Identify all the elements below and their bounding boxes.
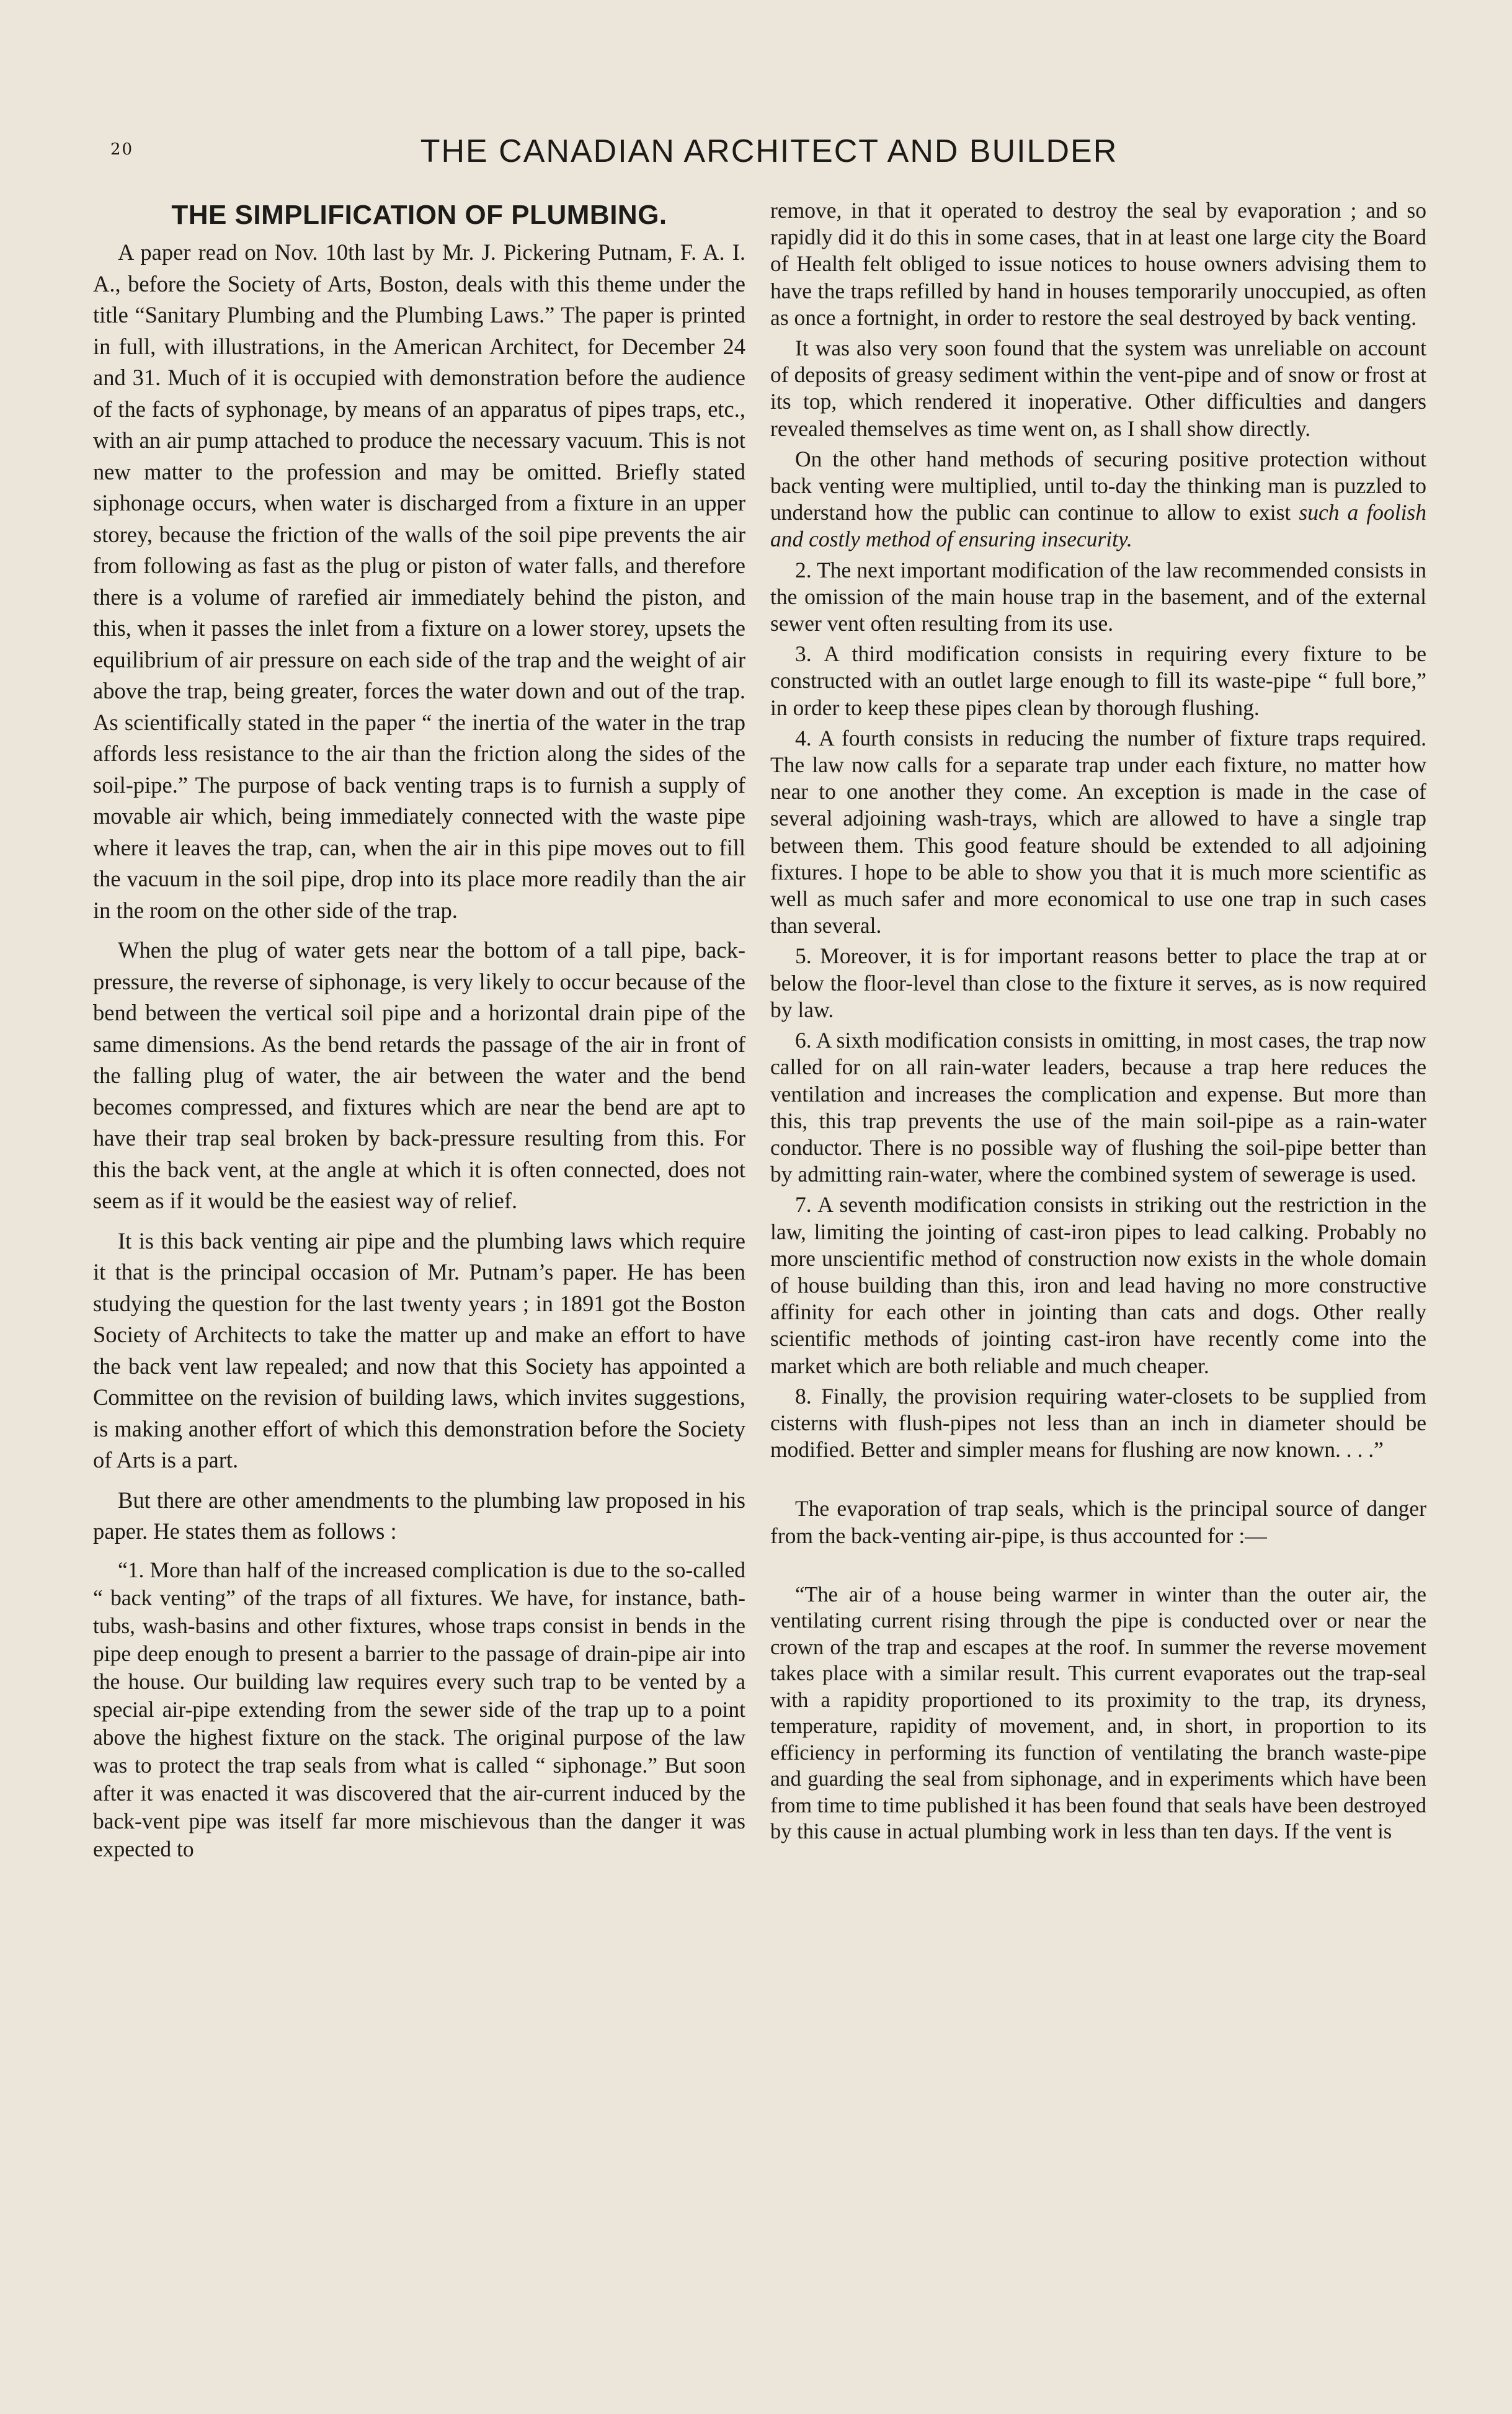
article-title: THE SIMPLIFICATION OF PLUMBING. (171, 200, 667, 230)
quoted-paragraph: 5. Moreover, it is for important reasons better to place the trap at or below the floor-level than close to the fixture it serves, as is now required by law. (770, 943, 1426, 1022)
quoted-paragraph: 3. A third modification consists in requiring every fixture to be constructed with an outlet large enough to fill its waste-pipe “ full bore,” in order to keep these pipes clean by thorough flushing. (770, 641, 1426, 720)
article-paragraph: When the plug of water gets near the bottom of a tall pipe, back-pressure, the reverse of siphonage, is very likely to occur because of the bend between the vertical soil pipe and a horizontal drain pipe of the same dimensions. As the bend retards the passage of the air in front of the falling plug of water, the air between the water and the bend becomes compressed, and fixtures which are near the bend are apt to have their trap seal broken by back-pressure resulting from this. For this the back vent, at the angle at which it is often connected, does not seem as if it would be the easiest way of relief. (93, 937, 745, 1213)
quoted-paragraph: 8. Finally, the provision requiring water-closets to be supplied from cisterns with flush-pipes not less than an inch in diameter should be modified. Better and simpler means for flushing are now known. . . .” (770, 1383, 1426, 1463)
right-column (770, 197, 1426, 1849)
quoted-paragraph: 6. A sixth modification consists in omitting, in most cases, the trap now called for on all rain-water leaders, because a trap here reduces the ventilation and increases the complication and expense. But more than this, this trap prevents the use of the main soil-pipe as a rain-water conductor. There is no possible way of flushing the soil-pipe better than by admitting rain-water, where the combined system of sewerage is used. (770, 1028, 1426, 1187)
article-paragraph: It is this back venting air pipe and the plumbing laws which require it that is the principal occasion of Mr. Putnam’s paper. He has been studying the question for the last twenty years ; in 1891 got the Boston Society of Architects to take the matter up and make an effort to have the back vent law repealed; and now that this Society has appointed a Committee on the revision of building laws, which invites suggestions, is making another effort of which this demonstration before the Society of Arts is a part. (93, 1227, 745, 1472)
italic-emphasis: such a foolish and costly method of ensuring insecurity. (770, 500, 1426, 552)
quoted-paragraph: It was also very soon found that the system was unreliable on account of deposits of greasy sediment within the vent-pipe and of snow or frost at its top, which rendered it inoperative. Other difficulties and dangers revealed themselves as time went on, as I shall show directly. (770, 336, 1426, 441)
page-number: 20 (110, 140, 134, 159)
quoted-paragraph: remove, in that it operated to destroy the seal by evaporation ; and so rapidly did it do this in some cases, that in at least one large city the Board of Health felt obliged to issue notices to house owners advising them to have the traps refilled by hand in houses temporarily unoccupied, as often as once a fortnight, in order to restore the seal destroyed by back venting. (770, 198, 1426, 330)
article-paragraph: A paper read on Nov. 10th last by Mr. J. Pickering Putnam, F. A. I. A., before the Society of Arts, Boston, deals with this theme under the title “Sanitary Plumbing and the Plumbing Laws.” The paper is printed in full, with illustrations, in the American Architect, for December 24 and 31. Much of it is occupied with demonstration before the audience of the facts of syphonage, by means of an apparatus of pipes traps, etc., with an air pump attached to produce the necessary vacuum. This is not new matter to the profession and may be omitted. Briefly stated siphonage occurs, when water is discharged from a fixture in an upper storey, because the friction of the walls of the soil pipe prevents the air from following as fast as the plug or piston of water falls, and therefore there is a volume of rarefied air immediately behind the piston, and this, when it passes the inlet from a fixture on a lower storey, upsets the equilibrium of air pressure on each side of the trap and the weight of air above the trap, being greater, forces the water down and out of the trap. As scientifically stated in the paper “ the inertia of the water in the trap affords less resistance to the air than the friction along the sides of the soil-pipe.” The purpose of back venting traps is to furnish a supply of movable air which, being immediately connected with the waste pipe where it leaves the trap, can, when the air in this pipe moves out to fill the vacuum in the soil pipe, drop into its place more readily than the air in the room on the other side of the trap. (93, 239, 745, 923)
quoted-paragraph: “1. More than half of the increased complication is due to the so-called “ back venting” of the traps of all fixtures. We have, for instance, bath-tubs, wash-basins and other fixtures, whose traps consist in bends in the pipe deep enough to present a barrier to the passage of drain-pipe air into the house. Our building law requires every such trap to be vented by a special air-pipe extending from the sewer side of the trap up to a point above the highest fixture on the stack. The original purpose of the law was to protect the trap seals from what is called “ siphonage.” But soon after it was enacted it was discovered that the air-current induced by the back-vent pipe was itself far more mischievous than the danger it was expected to (93, 1557, 745, 1861)
article-paragraph: But there are other amendments to the plumbing law proposed in his paper. He states them as follows : (93, 1487, 745, 1544)
quoted-paragraph: 2. The next important modification of the law recommended consists in the omission of the main house trap in the basement, and of the external sewer vent often resulting from its use. (770, 557, 1426, 636)
left-column (93, 197, 745, 1867)
paragraph-text: On the other hand methods of securing positive protection without back venting were multiplied, until to-day the thinking man is puzzled to understand how the public can continue to allow to exist (770, 446, 1426, 525)
journal-header: THE CANADIAN ARCHITECT AND BUILDER (420, 133, 1118, 169)
quoted-paragraph (770, 446, 1426, 553)
quoted-paragraph: 4. A fourth consists in reducing the number of fixture traps required. The law now calls for a separate trap under each fixture, no matter how near to one another they come. An exception is made in the case of several adjoining wash-trays, which are allowed to have a single trap between them. This good feature should be extended to all adjoining fixtures. I hope to be able to show you that it is much more scientific as well as much safer and more economical to use one trap in such cases than several. (770, 725, 1426, 938)
article-paragraph: The evaporation of trap seals, which is the principal source of danger from the back-venting air-pipe, is thus accounted for :— (770, 1496, 1426, 1548)
quoted-paragraph: 7. A seventh modification consists in striking out the restriction in the law, limiting the jointing of cast-iron pipes to lead calking. Probably no more unscientific method of construction now exists in the whole domain of house building than this, iron and lead having no more constructive affinity for each other in jointing than cats and dogs. Other really scientific methods of jointing cast-iron have recently come into the market which are both reliable and much cheaper. (770, 1192, 1426, 1378)
quoted-paragraph: “The air of a house being warmer in winter than the outer air, the ventilating current rising through the pipe is conducted over or near the crown of the trap and escapes at the roof. In summer the reverse movement takes place with a similar result. This current evaporates out the trap-seal with a rapidity proportioned to its proximity to the trap, its dryness, temperature, rapidity of movement, and, in short, in proportion to its efficiency in performing its function of ventilating the branch waste-pipe and guarding the seal from siphonage, and in experiments which have been from time to time published it has been found that seals have been destroyed by this cause in actual plumbing work in less than ten days. If the vent is (770, 1582, 1426, 1844)
